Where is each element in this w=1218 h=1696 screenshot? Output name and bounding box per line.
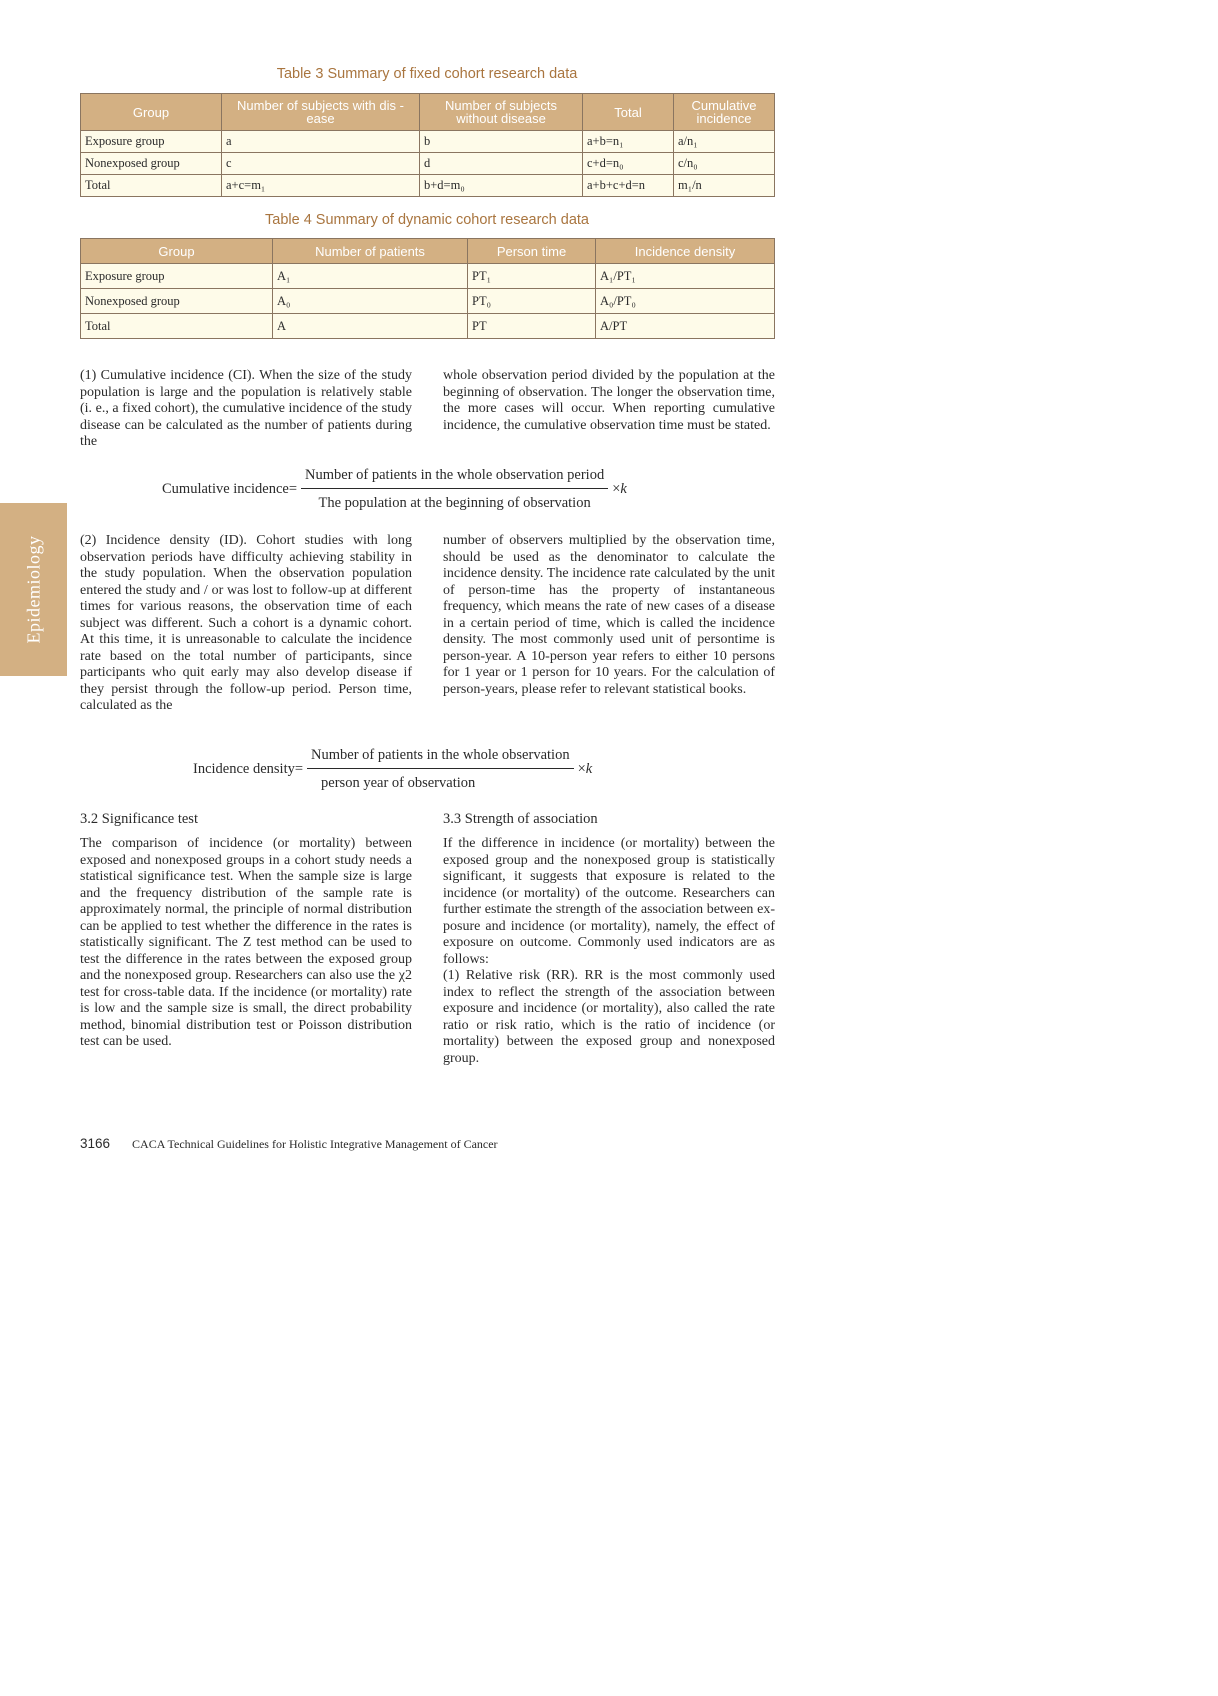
formula-label: Incidence density= <box>193 761 304 777</box>
table-cell: d <box>420 153 583 175</box>
journal-title: CACA Technical Guidelines for Holistic Integrative Management of Cancer <box>132 1137 498 1151</box>
table-cell: A <box>273 314 468 339</box>
cumulative-incidence-formula <box>162 467 627 512</box>
table-cell: Total <box>81 175 222 197</box>
table-cell: b+d=m₀ <box>420 175 583 197</box>
section-heading-significance: 3.2 Significance test <box>80 811 198 827</box>
table-row <box>81 264 775 289</box>
incidence-density-formula <box>193 747 592 792</box>
paragraph: (2) Incidence density (ID). Cohort studies with long observation periods have difficulty achieving stability in the study population. When the observation population entered the study and / or was lost to follow-up at different times for various reasons, the observation time of each subject was different. Such a cohort is a dynamic cohort. At this time, it is unreasonable to calculate the incidence rate based on the total number of participants, since participants who quit early may also develop disease if they persist through the follow-up period. Person time, calculated as the <box>80 533 412 713</box>
table-cell: Exposure group <box>81 131 222 153</box>
ci-paragraph-left <box>80 368 412 451</box>
table3-header: Group <box>81 94 222 131</box>
table-cell: c <box>222 153 420 175</box>
table-cell: b <box>420 131 583 153</box>
page-number: 3166 <box>80 1136 111 1151</box>
table-row <box>81 153 775 175</box>
paragraph: whole observation period divided by the population at the beginning of observation. The longer the observation time, the more cases will occur. When reporting cumulative incidence, the cumulative observation time must be stated. <box>443 368 775 433</box>
section-heading-association: 3.3 Strength of association <box>443 811 598 827</box>
side-tab-label: Epidemiology <box>23 535 43 644</box>
table-row <box>81 131 775 153</box>
paragraph: The comparison of incidence (or mortality) between exposed and nonexposed groups in a cohort study needs a statistical significance test. When the sample size is large and the frequency distribution of the sample rate is approximately normal, the principle of normal distribution can be applied to test whether the difference in the rates is statistically significant. The Z test method can be used to test the difference in the rates between the exposed group and the nonexposed group. Researchers can also use the χ2 test for cross-table data. If the incidence (or mortality) rate is low and the sample size is small, the direct probability method, binomial distribution test or Poisson distribution test can be used. <box>80 836 412 1049</box>
table3-caption: Table 3 Summary of fixed cohort research data <box>276 66 578 82</box>
table-cell: A₀/PT₀ <box>596 289 775 314</box>
table-cell: m₁/n <box>674 175 775 197</box>
formula-denominator: The population at the beginning of observation <box>318 495 591 511</box>
association-paragraph <box>443 836 775 1067</box>
table4-header: Group <box>81 239 273 264</box>
table-row <box>81 314 775 339</box>
table-cell: a+b=n₁ <box>583 131 674 153</box>
significance-paragraph <box>80 836 412 1051</box>
paragraph: If the difference in incidence (or mortality) between the exposed group and the nonexposed group is statistically significant, it suggests that exposure is related to the incidence (or mortality) of the outcome. Researchers can further estimate the strength of the association between exposure and incidence (or mortality), namely, the effect of exposure on outcome. Commonly used indicators are as follows: <box>443 836 775 967</box>
table-row <box>81 289 775 314</box>
table3-header: Number of subjects with dis - ease <box>222 94 420 131</box>
table3-header: Cumulative incidence <box>674 94 775 131</box>
table-cell: c+d=n₀ <box>583 153 674 175</box>
table3-header: Number of subjects without disease <box>420 94 583 131</box>
formula-label: Cumulative incidence= <box>162 481 298 497</box>
paragraph: (1) Relative risk (RR). RR is the most commonly used index to reflect the strength of the association between exposure and incidence (or mortality), also called the rate ratio or risk ratio, which is the ratio of incidence (or mortality) between the exposed group and nonexposed group. <box>443 968 775 1066</box>
ci-paragraph-right <box>443 368 775 434</box>
table-cell: A₁ <box>273 264 468 289</box>
table-cell: a/n₁ <box>674 131 775 153</box>
id-paragraph-left <box>80 533 412 715</box>
table-cell: c/n₀ <box>674 153 775 175</box>
table-row <box>81 175 775 197</box>
table-cell: Nonexposed group <box>81 153 222 175</box>
id-paragraph-right <box>443 533 775 698</box>
table-cell: Total <box>81 314 273 339</box>
table-cell: PT <box>468 314 596 339</box>
table4-header: Person time <box>468 239 596 264</box>
table-cell: a+b+c+d=n <box>583 175 674 197</box>
section-side-tab <box>0 503 67 676</box>
table4-header: Incidence density <box>596 239 775 264</box>
formula-numerator: Number of patients in the whole observation period <box>301 467 608 489</box>
table3 <box>80 93 775 197</box>
table3-header: Total <box>583 94 674 131</box>
formula-numerator: Number of patients in the whole observation <box>307 747 574 769</box>
formula-multiplier: ×k <box>577 761 593 777</box>
table-cell: a <box>222 131 420 153</box>
table-cell: Exposure group <box>81 264 273 289</box>
table-cell: A₀ <box>273 289 468 314</box>
paragraph: number of observers multiplied by the observation time, should be used as the denominator to calculate the incidence density. The incidence rate calculated by the unit of person-time has the property of instantaneous frequency, which means the rate of new cases of a disease in a certain period of time, which is called the incidence density. The most commonly used unit of persontime is person-year. A 10-person year refers to either 10 persons for 1 year or 1 person for 10 years. For the calculation of person-years, please refer to relevant statistical books. <box>443 533 775 697</box>
table4-caption: Table 4 Summary of dynamic cohort research data <box>265 212 589 228</box>
table-cell: Nonexposed group <box>81 289 273 314</box>
formula-fraction <box>307 747 574 792</box>
formula-denominator: person year of observation <box>321 775 476 791</box>
paragraph: (1) Cumulative incidence (CI). When the size of the study population is large and the population is relatively stable (i. e., a fixed cohort), the cumulative incidence of the study disease can be calculated as the number of patients during the <box>80 368 412 449</box>
page-footer <box>80 1136 498 1152</box>
table-cell: a+c=m₁ <box>222 175 420 197</box>
table-cell: A/PT <box>596 314 775 339</box>
table4-header: Number of patients <box>273 239 468 264</box>
table-cell: PT₀ <box>468 289 596 314</box>
table-cell: A₁/PT₁ <box>596 264 775 289</box>
table-cell: PT₁ <box>468 264 596 289</box>
formula-multiplier: ×k <box>612 481 627 497</box>
table4 <box>80 238 775 339</box>
formula-fraction <box>301 467 608 512</box>
